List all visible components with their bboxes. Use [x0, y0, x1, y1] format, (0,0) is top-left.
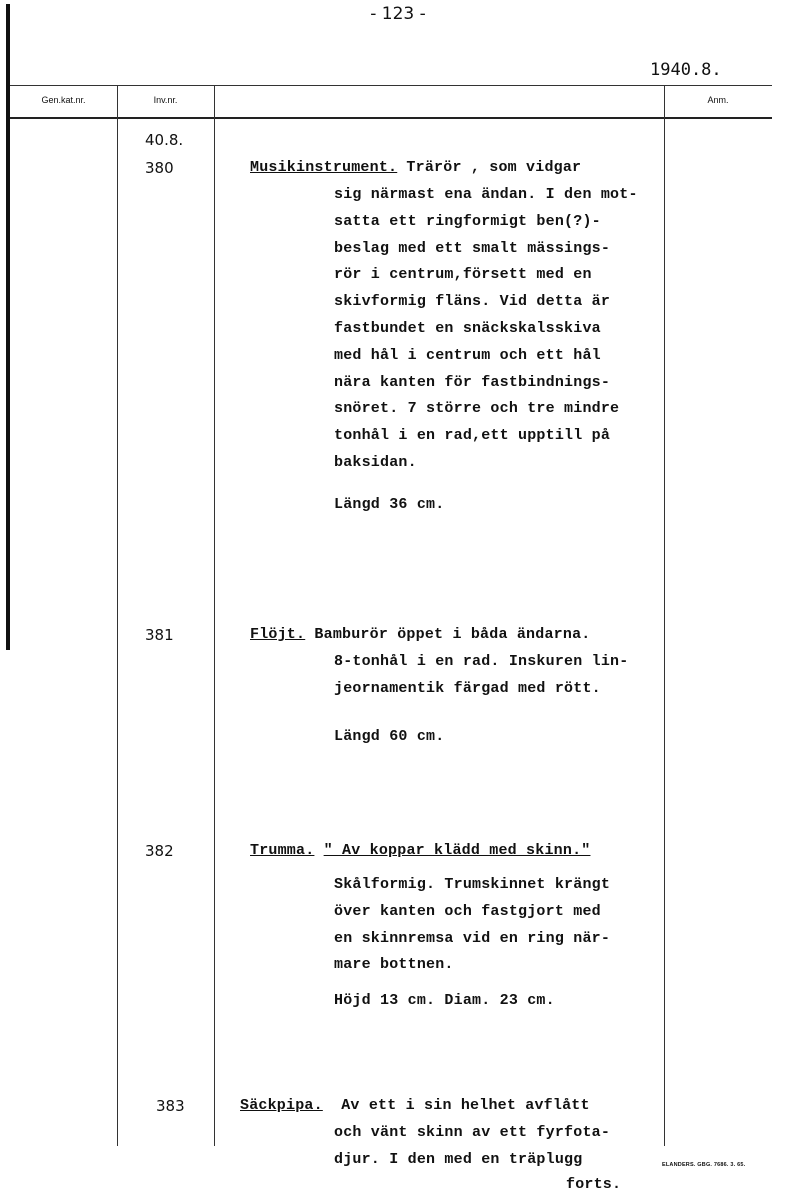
entry-line: nära kanten för fastbindnings-	[334, 373, 611, 391]
entry-line: och vänt skinn av ett fyrfota-	[334, 1124, 611, 1141]
entry-line: rör i centrum,försett med en	[334, 266, 592, 284]
header-gen-kat-nr: Gen.kat.nr.	[41, 95, 86, 105]
header-anm: Anm.	[707, 95, 729, 105]
entry-text: Trärör , som vidgar	[397, 159, 582, 176]
inv-nr-383: 383	[156, 1097, 185, 1115]
entry-line: över kanten och fastgjort med	[334, 902, 601, 920]
entry-line: 8-tonhål i en rad. Inskuren lin-	[334, 653, 629, 670]
entry-381-measure: Längd 60 cm.	[334, 728, 445, 745]
entry-text: Bamburör öppet i båda ändarna.	[314, 626, 591, 643]
printer-imprint: ELANDERS. GBG. 7686. 3. 65.	[662, 1162, 746, 1168]
entry-title: Flöjt.	[250, 626, 306, 643]
column-divider-1	[117, 86, 118, 1146]
column-divider-3	[664, 86, 665, 1146]
entry-line: snöret. 7 större och tre mindre	[334, 400, 620, 418]
entry-title: Trumma.	[250, 842, 315, 859]
entry-title: Säckpipa.	[240, 1097, 323, 1114]
entry-line: beslag med ett smalt mässings-	[334, 239, 611, 257]
entry-line: skivformig fläns. Vid detta är	[334, 293, 611, 311]
entry-line: sig närmast ena ändan. I den mot-	[334, 186, 638, 203]
entry-line: jeornamentik färgad med rött.	[334, 679, 601, 697]
entry-383-first-line	[240, 1093, 590, 1120]
entry-line: Skålformig. Trumskinnet krängt	[334, 876, 611, 893]
table-header-rule	[10, 117, 772, 119]
continued-note: forts.	[566, 1176, 622, 1193]
entry-380-measure: Längd 36 cm.	[334, 496, 445, 513]
page-number: - 123 -	[370, 4, 426, 24]
entry-381-first-line	[250, 622, 590, 649]
entry-380-body	[334, 182, 638, 477]
entry-quote: " Av koppar klädd med skinn."	[323, 842, 591, 859]
inv-nr-380: 380	[145, 159, 174, 177]
inv-nr-382: 382	[145, 842, 174, 860]
entry-line: satta ett ringformigt ben(?)-	[334, 212, 601, 230]
entry-line: fastbundet en snäckskalsskiva	[334, 319, 601, 337]
inv-prefix: 40.8.	[145, 131, 184, 149]
entry-line: en skinnremsa vid en ring när-	[334, 929, 611, 947]
column-divider-2	[214, 86, 215, 1146]
entry-382-first-line	[250, 838, 590, 865]
entry-line: tonhål i en rad,ett upptill på	[334, 427, 611, 445]
entry-line: baksidan.	[334, 453, 417, 471]
entry-383-body	[334, 1120, 610, 1174]
entry-382-measure: Höjd 13 cm. Diam. 23 cm.	[334, 992, 555, 1009]
entry-382-body	[334, 872, 610, 979]
entry-380-first-line	[250, 155, 581, 182]
entry-line: med hål i centrum och ett hål	[334, 346, 601, 364]
entry-line: djur. I den med en träplugg	[334, 1150, 583, 1168]
date-heading: 1940.8.	[650, 60, 722, 80]
header-inv-nr: Inv.nr.	[153, 95, 178, 105]
entry-text: Av ett i sin helhet avflått	[322, 1097, 590, 1114]
inv-nr-381: 381	[145, 626, 174, 644]
entry-line: mare bottnen.	[334, 956, 454, 974]
table-top-rule	[10, 85, 772, 86]
entry-381-body	[334, 649, 628, 703]
entry-title: Musikinstrument.	[250, 159, 398, 176]
